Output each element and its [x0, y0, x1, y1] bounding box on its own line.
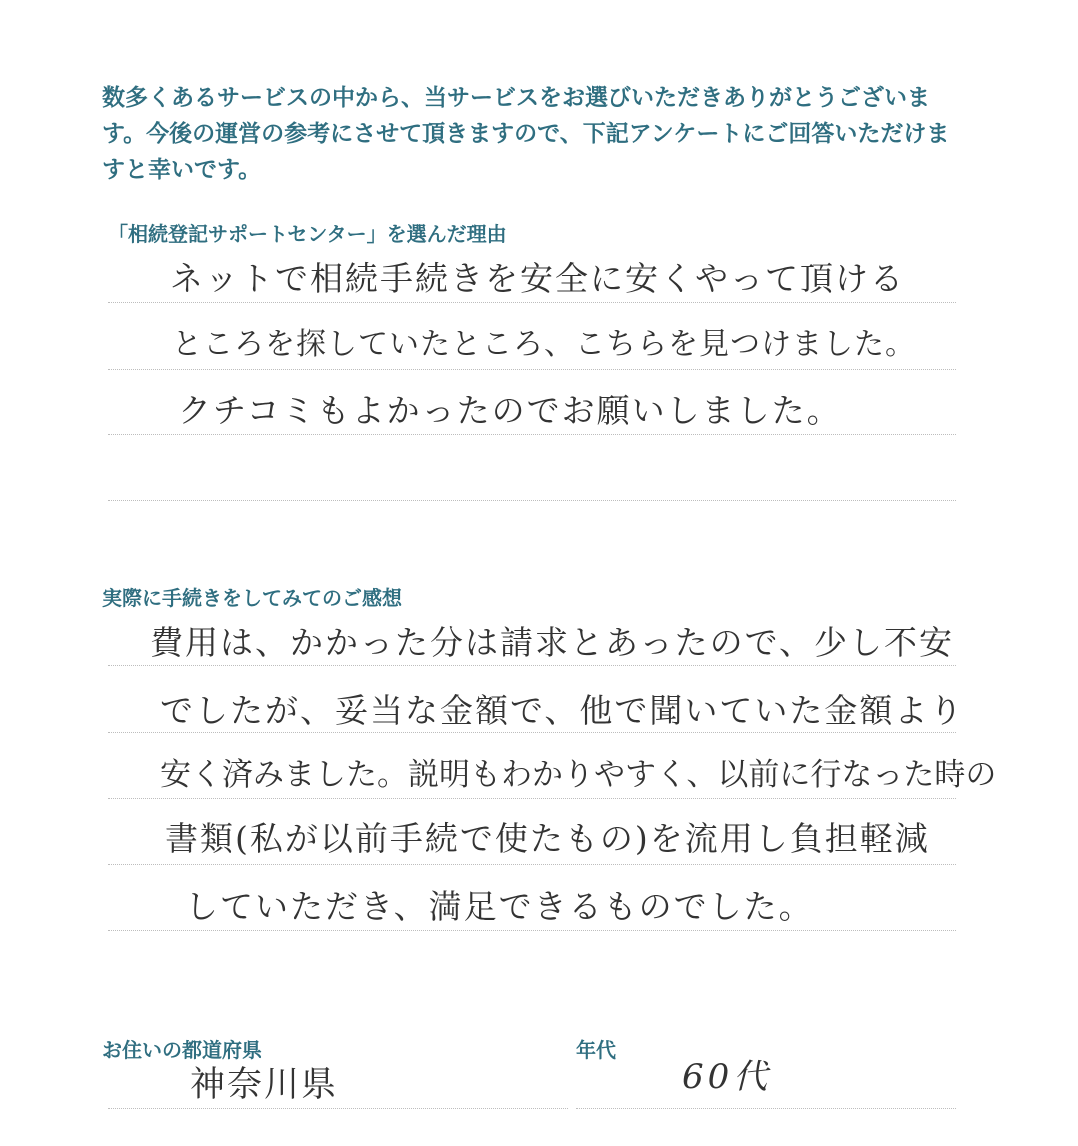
answer-rule — [108, 1108, 568, 1109]
answer-rule — [108, 434, 956, 435]
reason-answer-line-3: クチコミもよかったのでお願いしました。 — [178, 391, 842, 430]
answer-rule — [108, 500, 956, 501]
prefecture-answer: 神奈川県 — [190, 1065, 339, 1105]
prefecture-heading: お住いの都道府県 — [102, 1038, 262, 1062]
age-heading: 年代 — [576, 1038, 616, 1062]
impression-answer-line-1: 費用は、かかった分は請求とあったので、少し不安 — [150, 623, 955, 662]
impression-answer-line-4: 書類(私が以前手続で使たもの)を流用し負担軽減 — [165, 819, 930, 858]
intro-text: 数多くあるサービスの中から、当サービスをお選びいただきありがとうございます。今後の運営の参考にさせて頂きますので、下記アンケートにご回答いただけますと幸いです。 — [102, 85, 950, 183]
answer-rule — [108, 732, 956, 733]
answer-rule — [108, 798, 956, 799]
answer-rule — [108, 665, 956, 666]
answer-rule — [108, 302, 956, 303]
answer-rule — [576, 1108, 956, 1109]
answer-rule — [108, 369, 956, 370]
impression-answer-line-3: 安く済みました。説明もわかりやすく、以前に行なった時の — [160, 757, 997, 793]
reason-answer-line-1: ネットで相続手続きを安全に安くやって頂ける — [170, 259, 905, 298]
impression-heading: 実際に手続きをしてみてのご感想 — [102, 586, 402, 610]
impression-answer-line-2: でしたが、妥当な金額で、他で聞いていた金額より — [160, 691, 965, 730]
age-answer: 60代 — [682, 1057, 772, 1097]
reason-answer-line-2: ところを探していたところ、こちらを見つけました。 — [172, 327, 916, 362]
answer-rule — [108, 930, 956, 931]
reason-heading: 「相続登記サポートセンター」を選んだ理由 — [108, 222, 507, 246]
impression-answer-line-5: していただき、満足できるものでした。 — [185, 887, 814, 926]
answer-rule — [108, 864, 956, 865]
